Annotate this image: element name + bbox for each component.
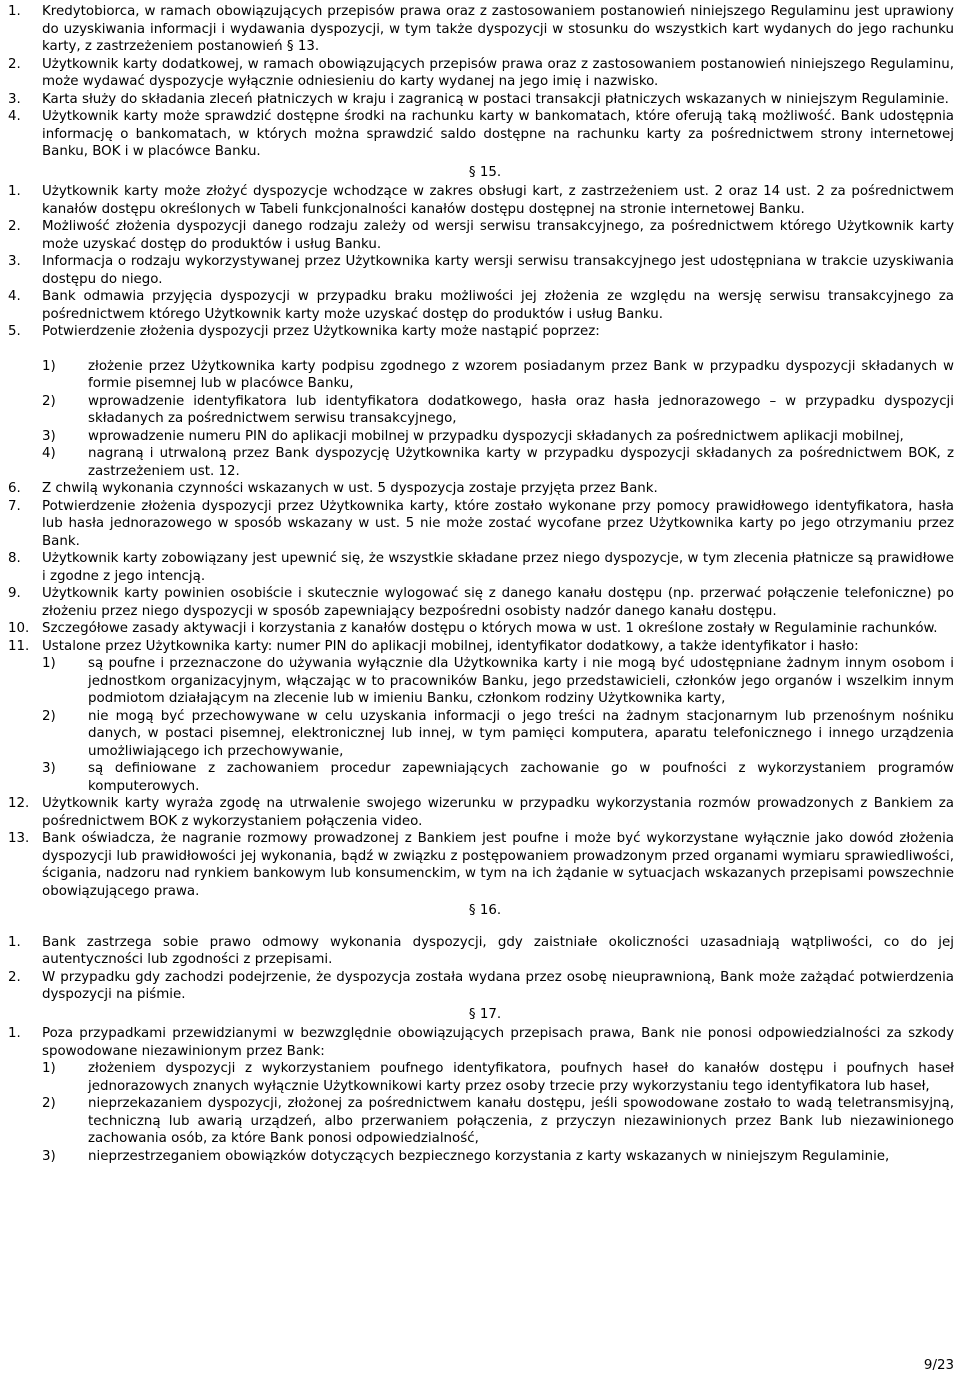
- item-text: Karta służy do składania zleceń płatniczych w kraju i zagranicą w postaci transakcji płatniczych wskazanych w niniejszym Regulaminie.: [42, 91, 949, 107]
- sub-item-number: 2): [42, 1096, 56, 1111]
- sub-item-text: złożeniem dyspozycji z wykorzystaniem poufnego identyfikatora, poufnych haseł do kanałów dostępu i poufnych haseł jednorazowych znanych wyłącznie Użytkownikowi karty przez osoby trzecie przy wykorzystaniu tego identyfikatora lub haseł,: [88, 1061, 954, 1094]
- item-text: Możliwość złożenia dyspozycji danego rodzaju zależy od wersji serwisu transakcyjnego, za pośrednictwem którego Użytkownik karty może uzyskać dostęp do produktów i usług Banku.: [42, 219, 954, 252]
- sub-item-text: są definiowane z zachowaniem procedur zapewniających zachowanie go w poufności z wykorzystaniem programów komputerowych.: [88, 761, 954, 794]
- sub-item-number: 1): [42, 656, 56, 671]
- list-item: [8, 91, 954, 109]
- sub-item-text: nieprzekazaniem dyspozycji, złożonej za pośrednictwem kanału dostępu, jeśli spowodowane zostało to wadą teletransmisyjną, techniczną lub awarią urządzeń, albo przerwaniem połączenia, z przyczyn niezawinionych przez Bank lub niezawinionego zachowania osób, za które Bank ponosi odpowiedzialność,: [88, 1096, 954, 1146]
- item-text: W przypadku gdy zachodzi podejrzenie, że dyspozycja została wydana przez osobę nieuprawnioną, Bank może zażądać potwierdzenia dyspozycji na piśmie.: [42, 969, 954, 1002]
- item-text: Poza przypadkami przewidzianymi w bezwzględnie obowiązujących przepisach prawa, Bank nie ponosi odpowiedzialności za szkody spowodowane niezawinionym przez Bank:: [42, 1026, 954, 1059]
- list-item: [8, 480, 954, 498]
- list-item: [8, 969, 954, 1004]
- item-number: 7.: [8, 498, 21, 514]
- list-item: [8, 830, 954, 900]
- item-number: 1.: [8, 4, 21, 19]
- sub-list-item: [8, 428, 954, 446]
- list-item: [8, 3, 954, 56]
- item-number: 2.: [8, 219, 21, 234]
- item-number: 13.: [8, 831, 30, 846]
- section-16: [8, 934, 954, 1004]
- sub-item-text: nie mogą być przechowywane w celu uzyskania informacji o jego treści na żadnym stacjonarnym lub przenośnym nośniku danych, w postaci pisemnej, elektronicznej lub innej, w tym pamięci komputera, aparatu telefonicznego i innego urządzenia umożliwiającego ich przechowywanie,: [88, 708, 954, 759]
- sub-list-item: [8, 358, 954, 393]
- item-number: 5.: [8, 324, 21, 339]
- sub-list-item: [8, 445, 954, 480]
- sub-item-text: nieprzestrzeganiem obowiązków dotyczących bezpiecznego korzystania z karty wskazanych w niniejszym Regulaminie,: [88, 1148, 890, 1164]
- sub-list-item: [8, 760, 954, 795]
- section-heading-17: § 17.: [468, 1006, 502, 1022]
- item-text: Ustalone przez Użytkownika karty: numer PIN do aplikacji mobilnej, identyfikator dodatkowy, a także identyfikator i hasło:: [42, 638, 859, 654]
- item-text: Użytkownik karty może sprawdzić dostępne środki na rachunku karty w bankomatach, które oferują taką możliwość. Bank udostępnia informację o bankomatach, w których można sprawdzić saldo dostępne na rachunku karty za pośrednictwem strony internetowej Banku, BOK i w placówce Banku.: [42, 109, 954, 159]
- item-text: Z chwilą wykonania czynności wskazanych w ust. 5 dyspozycja zostaje przyjęta przez Bank.: [42, 481, 658, 496]
- item-text: Informacja o rodzaju wykorzystywanej przez Użytkownika karty wersji serwisu transakcyjnego jest udostępniana w trakcie uzyskiwania dostępu do niego.: [42, 254, 954, 287]
- list-item: [8, 218, 954, 253]
- sub-item-number: 2): [42, 393, 56, 409]
- item-number: 2.: [8, 56, 21, 72]
- sub-item-number: 3): [42, 761, 56, 776]
- list-item: [8, 108, 954, 161]
- sub-list-item: [8, 393, 954, 428]
- list-item: [8, 1025, 954, 1060]
- sub-list-item: [8, 708, 954, 761]
- item-number: 3.: [8, 91, 21, 107]
- item-number: 8.: [8, 551, 21, 566]
- item-number: 4.: [8, 289, 21, 304]
- section-15: [8, 183, 954, 900]
- section-heading-15: § 15.: [468, 164, 502, 180]
- list-item: [8, 795, 954, 830]
- item-text: Użytkownik karty powinien osobiście i skutecznie wylogować się z danego kanału dostępu (np. przerwać połączenie telefoniczne) po złożeniu przez niego dyspozycji w sposób zapewniający bezpośredni osobisty nadzór danego kanału dostępu.: [42, 586, 954, 619]
- item-number: 4.: [8, 109, 21, 124]
- sub-item-text: złożenie przez Użytkownika karty podpisu zgodnego z wzorem posiadanym przez Bank w przypadku dyspozycji składanych w formie pisemnej lub w placówce Banku,: [88, 358, 954, 391]
- list-item: [8, 550, 954, 585]
- item-number: 1.: [8, 934, 21, 950]
- item-number: 1.: [8, 184, 21, 199]
- item-number: 10.: [8, 621, 30, 636]
- item-number: 11.: [8, 638, 30, 654]
- item-number: 6.: [8, 481, 21, 496]
- sub-item-number: 1): [42, 358, 56, 374]
- section-17: [8, 1025, 954, 1165]
- list-item: [8, 638, 954, 656]
- list-item: [8, 934, 954, 969]
- sub-item-number: 4): [42, 446, 56, 461]
- item-text: Użytkownik karty zobowiązany jest upewnić się, że wszystkie składane przez niego dyspozycje, w tym zlecenia płatnicze są prawidłowe i zgodne z jego intencją.: [42, 551, 954, 584]
- item-number: 2.: [8, 969, 21, 985]
- list-item: [8, 498, 954, 551]
- sub-list-item: [8, 1060, 954, 1095]
- sub-item-number: 3): [42, 428, 56, 444]
- item-number: 12.: [8, 796, 30, 811]
- item-number: 9.: [8, 586, 21, 601]
- sub-item-text: są poufne i przeznaczone do używania wyłącznie dla Użytkownika karty i nie mogą być udostępniane żadnym innym osobom i jednostkom organizacyjnym, włączając w to pracowników Banku, jego przedstawicieli, członków jego organów i wszelkim innym podmiotom działającym na zlecenie lub w imieniu Banku, członkom rodziny Użytkownika karty,: [88, 656, 954, 706]
- item-number: 1.: [8, 1026, 21, 1041]
- item-text: Szczegółowe zasady aktywacji i korzystania z kanałów dostępu o których mowa w ust. 1 określone zostały w Regulaminie rachunków.: [42, 621, 938, 636]
- sub-item-text: wprowadzenie identyfikatora lub identyfikatora dodatkowego, hasła oraz hasła jednorazowego – w przypadku dyspozycji składanych za pośrednictwem serwisu transakcyjnego,: [88, 393, 954, 426]
- sub-list-item: [8, 1095, 954, 1148]
- item-number: 3.: [8, 254, 21, 269]
- sub-item-number: 2): [42, 708, 56, 724]
- list-item: [8, 253, 954, 288]
- item-text: Kredytobiorca, w ramach obowiązujących przepisów prawa oraz z zastosowaniem postanowień niniejszego Regulaminu jest uprawiony do uzyskiwania informacji i wydawania dyspozycji, w tym także dyspozycji w stosunku do wszystkich kart wydanych do jego rachunku karty, z zastrzeżeniem postanowień § 13.: [42, 4, 954, 54]
- list-item: [8, 288, 954, 323]
- list-item: [8, 620, 954, 638]
- page-number: 9/23: [923, 1357, 954, 1373]
- item-text: Bank zastrzega sobie prawo odmowy wykonania dyspozycji, gdy zaistniałe okoliczności uzasadniają wątpliwości, co do jej autentyczności lub zgodności z przepisami.: [42, 934, 954, 967]
- sub-item-number: 1): [42, 1061, 56, 1076]
- list-item: [8, 183, 954, 218]
- sub-item-text: nagraną i utrwaloną przez Bank dyspozycję Użytkownika karty w przypadku dyspozycji składanych za pośrednictwem BOK, z zastrzeżeniem ust. 12.: [88, 446, 954, 479]
- item-text: Użytkownik karty dodatkowej, w ramach obowiązujących przepisów prawa oraz z zastosowaniem postanowień niniejszego Regulaminu, może wydawać dyspozycje wyłącznie odniesieniu do karty wydanej na jego imię i nazwisko.: [42, 56, 954, 89]
- sub-list-item: [8, 655, 954, 708]
- section-heading-16: § 16.: [468, 903, 502, 918]
- item-text: Użytkownik karty może złożyć dyspozycje wchodzące w zakres obsługi kart, z zastrzeżeniem ust. 2 oraz 14 ust. 2 za pośrednictwem kanałów dostępu określonych w Tabeli funkcjonalności kanałów dostępu dostępnej na stronie internetowej Banku.: [42, 184, 954, 217]
- item-text: Bank oświadcza, że nagranie rozmowy prowadzonej z Bankiem jest poufne i może być wykorzystane wyłącznie jako dowód złożenia dyspozycji lub prawidłowości jej wykonania, bądź w związku z postępowaniem prowadzonym przed organami wymiaru sprawiedliwości, ścigania, nadzoru nad rynkiem bankowym lub konsumenckim, w tym na ich żądanie w sytuacjach wskazanych przepisami powszechnie obowiązującego prawa.: [42, 831, 954, 899]
- sub-list-item: [8, 1148, 954, 1166]
- item-text: Potwierdzenie złożenia dyspozycji przez Użytkownika karty może nastąpić poprzez:: [42, 324, 600, 339]
- section-14-continuation: [8, 3, 954, 161]
- item-text: Użytkownik karty wyraża zgodę na utrwalenie swojego wizerunku w przypadku wykorzystania rozmów prowadzonych z Bankiem za pośrednictwem BOK z wykorzystaniem połączenia video.: [42, 796, 954, 829]
- item-text: Bank odmawia przyjęcia dyspozycji w przypadku braku możliwości jej złożenia ze względu na wersję serwisu transakcyjnego za pośrednictwem którego Użytkownik karty może uzyskać dostęp do produktów i usług Banku.: [42, 289, 954, 322]
- sub-item-text: wprowadzenie numeru PIN do aplikacji mobilnej w przypadku dyspozycji składanych za pośrednictwem aplikacji mobilnej,: [88, 428, 904, 444]
- list-item: [8, 56, 954, 91]
- list-item: [8, 585, 954, 620]
- item-text: Potwierdzenie złożenia dyspozycji przez Użytkownika karty, które zostało wykonane przy pomocy prawidłowego identyfikatora, hasła lub hasła jednorazowego w sposób wskazany w ust. 5 nie może zostać wycofane przez Użytkownika karty po jego otrzymaniu przez Bank.: [42, 498, 954, 549]
- list-item: [8, 323, 954, 341]
- sub-item-number: 3): [42, 1148, 56, 1164]
